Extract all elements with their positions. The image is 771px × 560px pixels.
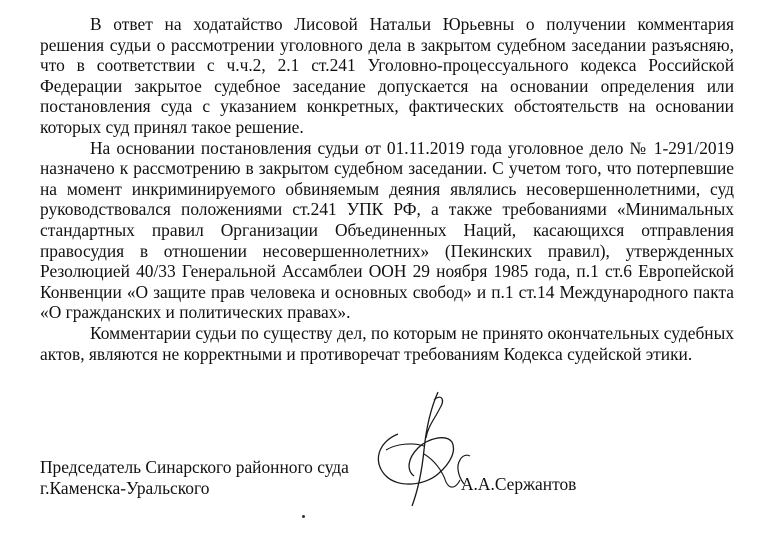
letter-body	[40, 14, 734, 364]
signer-position	[40, 457, 349, 499]
scan-speck	[302, 515, 305, 518]
paragraph-1: В ответ на ходатайство Лисовой Натальи Юрьевны о получении комментария решения судьи о рассмотрении уголовного дела в закрытом судебном заседании разъясняю, что в соответствии с ч.ч.2, 2.1 ст.241 Уголовно-процессуального кодекса Российской Федерации закрытое судебное заседание допускается на основании определения или постановления суда с указанием конкретных, фактических обстоятельств на основании которых суд принял такое решение.	[40, 14, 734, 137]
paragraph-3: Комментарии судьи по существу дел, по которым не принято окончательных судебных актов, являются не корректными и противоречат требованиям Кодекса судейской этики.	[40, 322, 734, 364]
paragraph-2: На основании постановления судьи от 01.11.2019 года уголовное дело № 1-291/2019 назначено к рассмотрению в закрытом судебном заседании. С учетом того, что потерпевшие на момент инкриминируемого обвиняемым деяния являлись несовершеннолетними, суд руководствовался положениями ст.241 УПК РФ, а также требованиями «Минимальных стандартных правил Организации Объединенных Наций, касающихся отправления правосудия в отношении несовершеннолетних» (Пекинских правил), утвержденных Резолюцией 40/33 Генеральной Ассамблеи ООН 29 ноября 1985 года, п.1 ст.6 Европейской Конвенции «О защите прав человека и основных свобод» и п.1 ст.14 Международного пакта «О гражданских и политических правах».	[40, 137, 734, 323]
signer-position-line-1: Председатель Синарского районного суда	[40, 457, 349, 477]
signer-name: А.А.Сержантов	[461, 474, 577, 494]
signer-position-line-2: г.Каменска-Уральского	[40, 478, 210, 498]
